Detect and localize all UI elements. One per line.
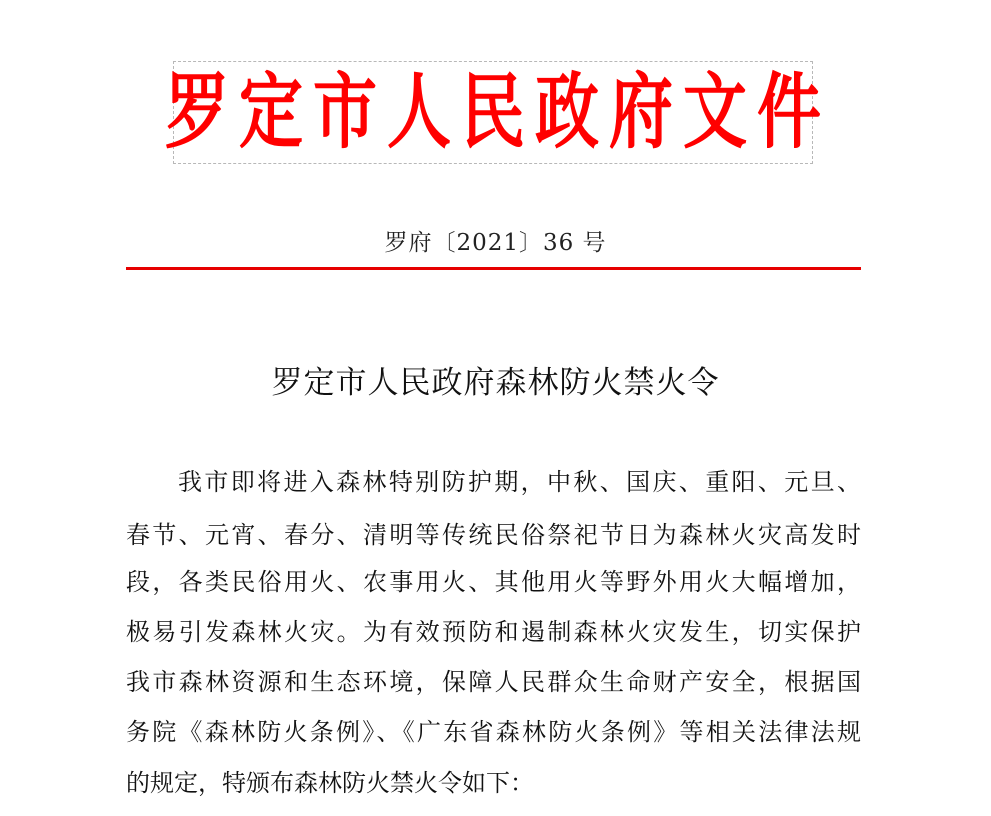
body-paragraph-line: 的规定，特颁布森林防火禁火令如下：	[126, 769, 534, 797]
red-divider-line	[126, 267, 861, 270]
masthead-frame	[165, 61, 831, 164]
body-paragraph-line: 务院《森林防火条例》、《广东省森林防火条例》等相关法律法规	[126, 718, 861, 746]
document-title: 罗定市人民政府森林防火禁火令	[271, 365, 720, 401]
body-paragraph-line: 我市即将进入森林特别防护期，中秋、国庆、重阳、元旦、	[178, 468, 861, 496]
body-paragraph-line: 我市森林资源和生态环境，保障人民群众生命财产安全，根据国	[126, 668, 861, 696]
masthead-title: 罗定市人民政府文件	[165, 65, 831, 160]
body-paragraph-line: 段，各类民俗用火、农事用火、其他用火等野外用火大幅增加，	[126, 568, 861, 596]
body-paragraph-line: 极易引发森林火灾。为有效预防和遏制森林火灾发生，切实保护	[126, 618, 861, 646]
body-paragraph-line: 春节、元宵、春分、清明等传统民俗祭祀节日为森林火灾高发时	[126, 521, 861, 549]
document-number: 罗府〔2021〕36 号	[384, 230, 607, 256]
